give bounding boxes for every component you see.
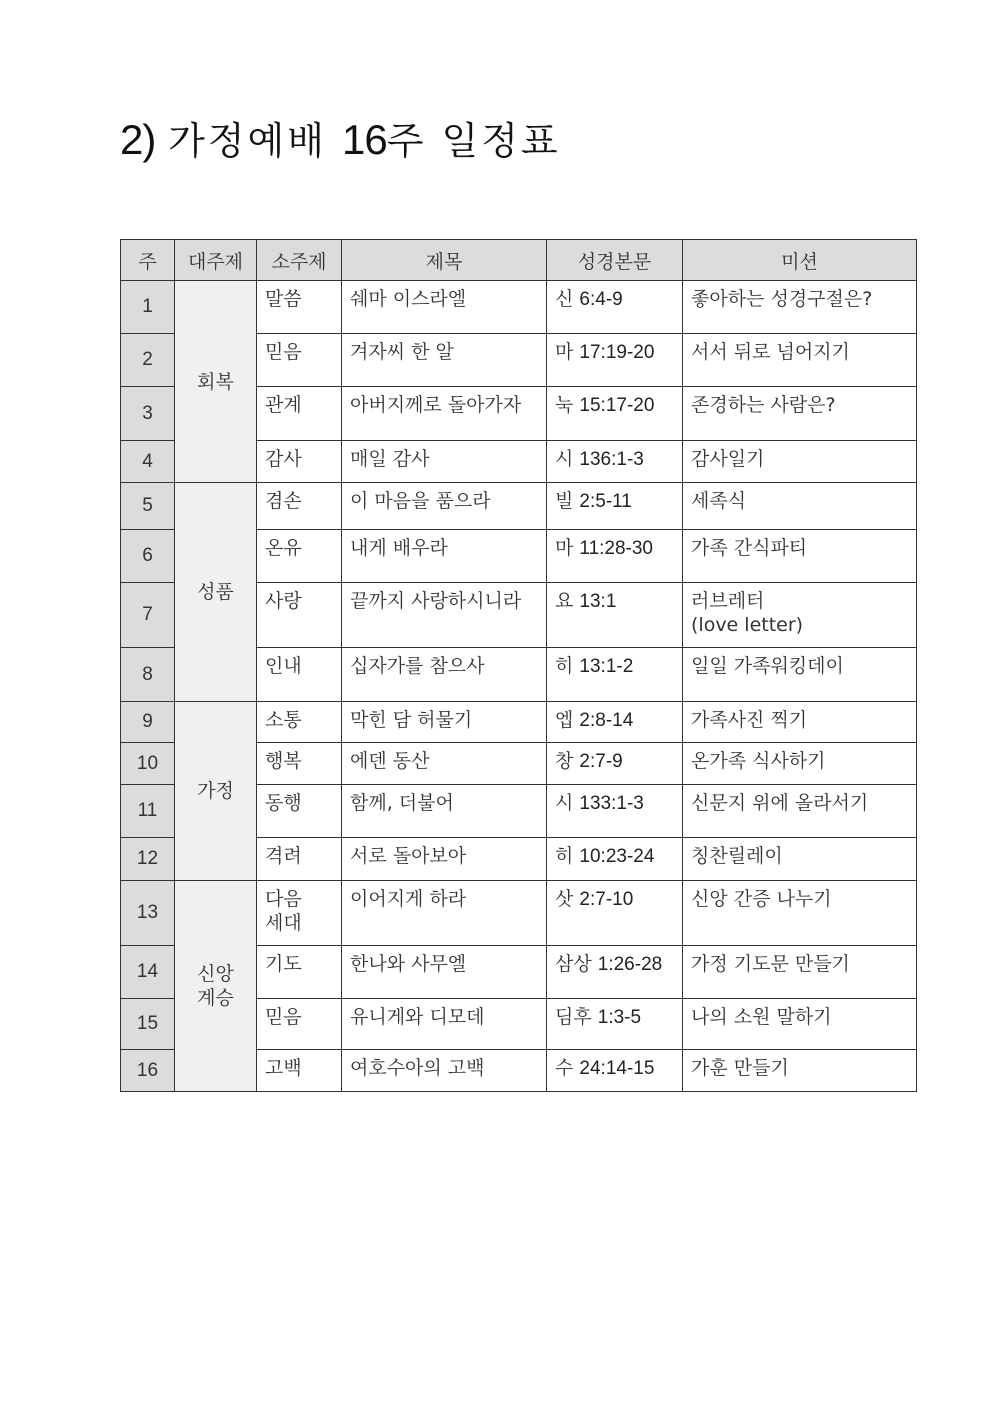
lesson-title: 매일 감사 (342, 441, 547, 483)
scripture-verse: 2:7-9 (579, 751, 623, 772)
lesson-title: 막힌 담 허물기 (342, 702, 547, 743)
week-number: 11 (121, 785, 175, 838)
header-mission: 미션 (683, 240, 917, 281)
lesson-title: 이어지게 하라 (342, 881, 547, 946)
scripture-verse: 1:26-28 (597, 954, 663, 975)
sub-theme: 동행 (257, 785, 342, 838)
lesson-title: 끝까지 사랑하시니라 (342, 583, 547, 648)
sub-theme: 관계 (257, 387, 342, 441)
sub-theme: 격려 (257, 838, 342, 881)
scripture-book: 빌 (555, 490, 574, 512)
scripture-verse: 136:1-3 (579, 449, 644, 470)
scripture-book: 삿 (555, 888, 574, 910)
scripture-ref (547, 334, 683, 387)
mission: 나의 소원 말하기 (683, 999, 917, 1050)
week-number: 14 (121, 946, 175, 999)
scripture-verse: 1:3-5 (597, 1007, 642, 1028)
mission: 좋아하는 성경구절은? (683, 281, 917, 334)
table-row (121, 881, 917, 946)
lesson-title: 여호수아의 고백 (342, 1050, 547, 1092)
mission: 칭찬릴레이 (683, 838, 917, 881)
lesson-title: 이 마음을 품으라 (342, 483, 547, 530)
mission: 존경하는 사람은? (683, 387, 917, 441)
sub-theme: 인내 (257, 648, 342, 702)
scripture-book: 요 (555, 590, 574, 612)
mission: 세족식 (683, 483, 917, 530)
scripture-ref (547, 946, 683, 999)
scripture-ref (547, 441, 683, 483)
lesson-title: 함께, 더불어 (342, 785, 547, 838)
scripture-book: 엡 (555, 709, 574, 731)
table-row (121, 281, 917, 334)
mission: 감사일기 (683, 441, 917, 483)
scripture-book: 마 (555, 537, 574, 559)
scripture-verse: 15:17-20 (579, 395, 655, 416)
title-number: 2) (120, 116, 156, 163)
header-title: 제목 (342, 240, 547, 281)
sub-theme: 사랑 (257, 583, 342, 648)
scripture-ref (547, 530, 683, 583)
scripture-ref (547, 583, 683, 648)
week-number: 4 (121, 441, 175, 483)
scripture-book: 수 (555, 1057, 574, 1079)
scripture-verse: 17:19-20 (579, 342, 655, 363)
scripture-book: 마 (555, 341, 574, 363)
scripture-book: 히 (555, 655, 574, 677)
scripture-book: 신 (555, 288, 574, 310)
lesson-title: 에덴 동산 (342, 743, 547, 785)
week-number: 8 (121, 648, 175, 702)
mission: 일일 가족워킹데이 (683, 648, 917, 702)
week-number: 7 (121, 583, 175, 648)
week-number: 16 (121, 1050, 175, 1092)
sub-theme: 온유 (257, 530, 342, 583)
sub-theme: 행복 (257, 743, 342, 785)
scripture-verse: 10:23-24 (579, 846, 655, 867)
sub-theme: 다음 세대 (257, 881, 342, 946)
scripture-ref (547, 648, 683, 702)
lesson-title: 유니게와 디모데 (342, 999, 547, 1050)
sub-theme: 말씀 (257, 281, 342, 334)
week-number: 12 (121, 838, 175, 881)
scripture-verse: 11:28-30 (579, 538, 654, 559)
title-suffix: 주 일정표 (386, 119, 561, 163)
mission: 가족 간식파티 (683, 530, 917, 583)
scripture-book: 히 (555, 845, 574, 867)
mission: 신앙 간증 나누기 (683, 881, 917, 946)
scripture-book: 시 (555, 792, 574, 814)
main-theme: 성품 (175, 483, 257, 702)
mission: 온가족 식사하기 (683, 743, 917, 785)
mission: 가족사진 찍기 (683, 702, 917, 743)
lesson-title: 아버지께로 돌아가자 (342, 387, 547, 441)
mission: 가정 기도문 만들기 (683, 946, 917, 999)
schedule-table (120, 239, 917, 1092)
table-row (121, 702, 917, 743)
header-scripture: 성경본문 (547, 240, 683, 281)
header-week: 주 (121, 240, 175, 281)
scripture-verse: 13:1 (579, 591, 617, 612)
main-theme: 신앙 계승 (175, 881, 257, 1092)
scripture-verse: 13:1-2 (579, 656, 634, 677)
header-row (121, 240, 917, 281)
week-number: 6 (121, 530, 175, 583)
scripture-ref (547, 838, 683, 881)
scripture-book: 딤후 (555, 1006, 592, 1028)
week-number: 13 (121, 881, 175, 946)
header-main-theme: 대주제 (175, 240, 257, 281)
title-count: 16 (342, 116, 387, 163)
sub-theme: 믿음 (257, 999, 342, 1050)
week-number: 15 (121, 999, 175, 1050)
sub-theme: 소통 (257, 702, 342, 743)
scripture-ref (547, 881, 683, 946)
header-sub-theme: 소주제 (257, 240, 342, 281)
scripture-ref (547, 387, 683, 441)
lesson-title: 서로 돌아보아 (342, 838, 547, 881)
main-theme: 회복 (175, 281, 257, 483)
lesson-title: 쉐마 이스라엘 (342, 281, 547, 334)
table-row (121, 483, 917, 530)
scripture-verse: 2:5-11 (579, 491, 632, 512)
sub-theme: 고백 (257, 1050, 342, 1092)
mission: 가훈 만들기 (683, 1050, 917, 1092)
scripture-verse: 6:4-9 (579, 289, 623, 310)
week-number: 1 (121, 281, 175, 334)
lesson-title: 내게 배우라 (342, 530, 547, 583)
schedule-body (121, 281, 917, 1092)
scripture-ref (547, 1050, 683, 1092)
scripture-book: 창 (555, 750, 574, 772)
scripture-book: 시 (555, 448, 574, 470)
week-number: 9 (121, 702, 175, 743)
scripture-verse: 2:7-10 (579, 889, 634, 910)
sub-theme: 겸손 (257, 483, 342, 530)
mission: 서서 뒤로 넘어지기 (683, 334, 917, 387)
week-number: 10 (121, 743, 175, 785)
main-theme: 가정 (175, 702, 257, 881)
lesson-title: 겨자씨 한 알 (342, 334, 547, 387)
week-number: 5 (121, 483, 175, 530)
scripture-ref (547, 743, 683, 785)
scripture-ref (547, 785, 683, 838)
scripture-ref (547, 281, 683, 334)
scripture-verse: 2:8-14 (579, 710, 634, 731)
scripture-ref (547, 483, 683, 530)
week-number: 2 (121, 334, 175, 387)
lesson-title: 십자가를 참으사 (342, 648, 547, 702)
scripture-ref (547, 999, 683, 1050)
scripture-verse: 133:1-3 (579, 793, 644, 814)
scripture-ref (547, 702, 683, 743)
sub-theme: 감사 (257, 441, 342, 483)
scripture-verse: 24:14-15 (579, 1058, 655, 1079)
week-number: 3 (121, 387, 175, 441)
sub-theme: 믿음 (257, 334, 342, 387)
mission: 신문지 위에 올라서기 (683, 785, 917, 838)
lesson-title: 한나와 사무엘 (342, 946, 547, 999)
scripture-book: 눅 (555, 394, 574, 416)
sub-theme: 기도 (257, 946, 342, 999)
page-title (120, 112, 561, 169)
title-text: 가정예배 (168, 119, 342, 163)
mission: 러브레터 (love letter) (683, 583, 917, 648)
scripture-book: 삼상 (555, 953, 592, 975)
